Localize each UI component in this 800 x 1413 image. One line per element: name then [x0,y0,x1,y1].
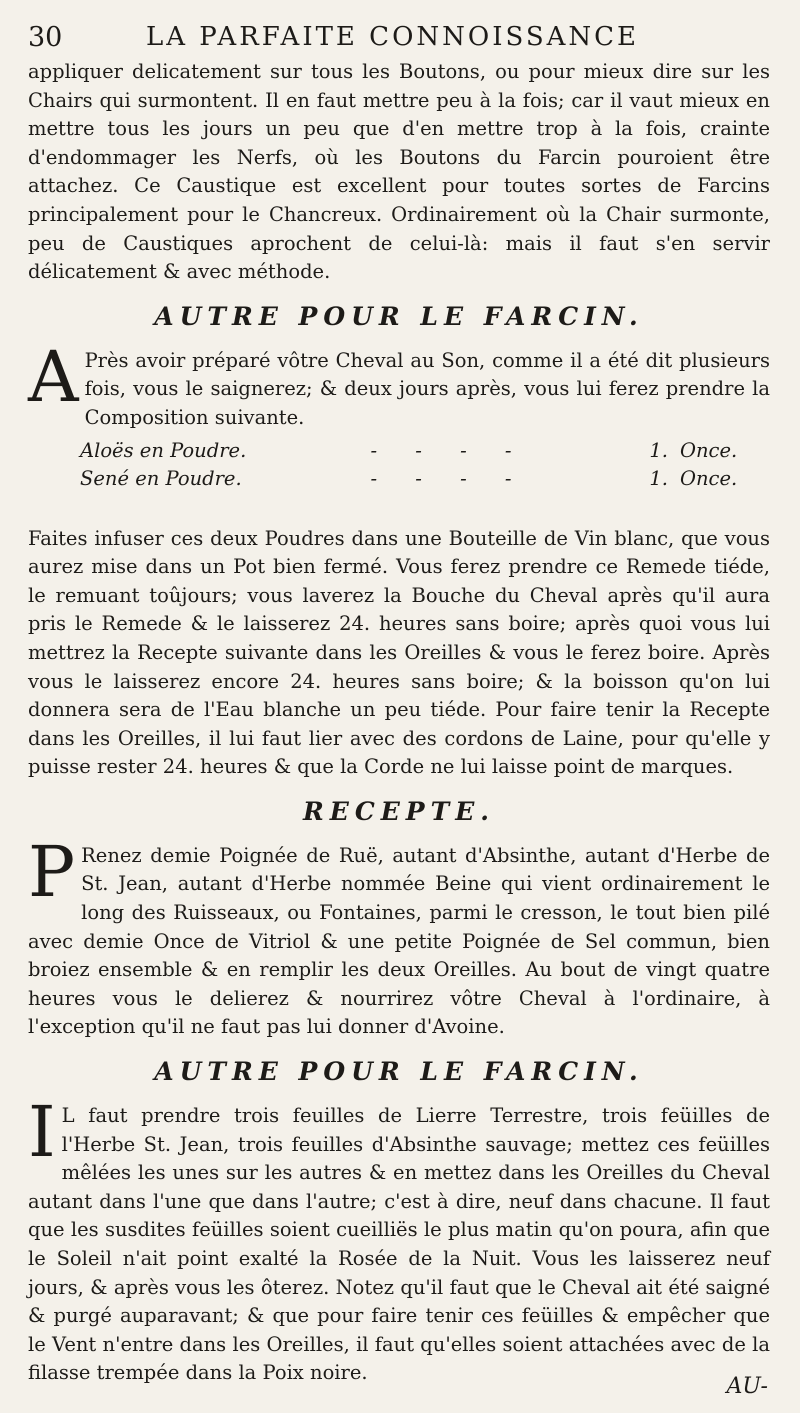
section1-paragraph-2: Faites infuser ces deux Poudres dans une Bouteille de Vin blanc, que vous aurez mise dans un Pot bien fermé. Vous ferez prendre ce Remede tiéde, le remuant toûjours; vous laverez la Bouche du Cheval après qu'il aura pris le Remede & le laisserez 24. heures sans boire; après quoi vous lui mettrez la Recepte suivante dans les Oreilles & vous le ferez boire. Après vous le laisserez encore 24. heures sans boire; & la boisson qu'on lui donnera sera de l'Eau blanche un peu tiéde. Pour faire tenir la Recepte dans les Oreilles, il lui faut lier avec des cordons de Laine, pour qu'elle y puisse rester 24. heures & que la Corde ne lui laisse point de marques. [28,526,770,779]
intro-paragraph: appliquer delicatement sur tous les Boutons, ou pour mieux dire sur les Chairs qui surmontent. Il en faut mettre peu à la fois; car il vaut mieux en mettre tous les jours un peu que d'en mettre trop à la fois, crainte d'endommager les Nerfs, où les Boutons du Farcin pouroient être attachez. Ce Caustique est excellent pour toutes sortes de Farcins principalement pour le Chancreux. Ordinairement où la Chair surmonte, peu de Caustiques aprochent de celui-là: mais il faut s'en servir délicatement & avec méthode. [28,60,770,284]
section-heading-autre-pour-le-farcin-2: AUTRE POUR LE FARCIN. [154,1057,644,1087]
running-head [28,14,770,58]
section3-paragraph: L faut prendre trois feuilles de Lierre Terrestre, trois feüilles de l'Herbe St. Jean, trois feuilles d'Absinthe sauvage; mettez ces feüilles mêlées les unes sur les autres & en mettez dans les Oreilles du Cheval autant dans l'une que dans l'autre; c'est à dire, neuf dans chacune. Il faut que les susdites feüilles soient cueilliës le plus matin qu'on poura, afin que le Soleil n'ait point exalté la Rosée de la Nuit. Vous les laisserez neuf jours, & après vous les ôterez. Notez qu'il faut que le Cheval ait été saigné & purgé auparavant; & que pour faire tenir ces feüilles & empêcher que le Vent n'entre dans les Oreilles, il faut qu'elles soient attachées avec de la filasse trempée dans la Poix noire. [28,1104,770,1385]
ingredient-name: Aloës en Poudre. [80,438,247,462]
spacer [28,503,770,525]
section2-paragraph: Renez demie Poignée de Ruë, autant d'Absinthe, autant d'Herbe de St. Jean, autant d'Herbe nommée Beine qui vient ordinairement le long des Ruisseaux, ou Fontaines, parmi le cresson, le tout bien pilé avec demie Once de Vitriol & une petite Poignée de Sel commun, bien broiez ensemble & en remplir les deux Oreilles. Au bout de vingt quatre heures vous le delierez & nourrirez vôtre Cheval à l'ordinaire, à l'exception qu'il ne faut pas lui donner d'Avoine. [28,843,770,1039]
section1-body [28,335,770,433]
leader-dots: - - - - [370,438,528,462]
ingredient-unit: Once. [680,466,738,490]
catchword: AU- [726,1374,768,1399]
ingredient-amount: 1. [649,466,668,490]
section-heading-autre-pour-le-farcin-1: AUTRE POUR LE FARCIN. [154,301,644,331]
leader-dots: - - - - [370,466,528,490]
dropcap-i: I [28,1091,56,1174]
ingredient-unit: Once. [680,438,738,462]
section1-paragraph: Près avoir préparé vôtre Cheval au Son, comme il a été dit plusieurs fois, vous le saignerez; & deux jours après, vous lui ferez prendre la Composition suivante. [84,348,770,429]
ingredient-row [28,437,770,465]
section-heading-recepte: RECEPTE. [303,796,495,826]
section3-body [28,1091,770,1388]
page-number: 30 [28,22,63,53]
running-title: LA PARFAITE CONNOISSANCE [146,22,640,52]
dropcap-a: A [28,335,79,418]
dropcap-p: P [28,830,76,913]
ingredient-name: Sené en Poudre. [80,466,242,490]
ingredient-amount: 1. [649,438,668,462]
ingredient-row [28,465,770,493]
ingredient-list [28,437,770,493]
section2-body [28,830,770,1042]
